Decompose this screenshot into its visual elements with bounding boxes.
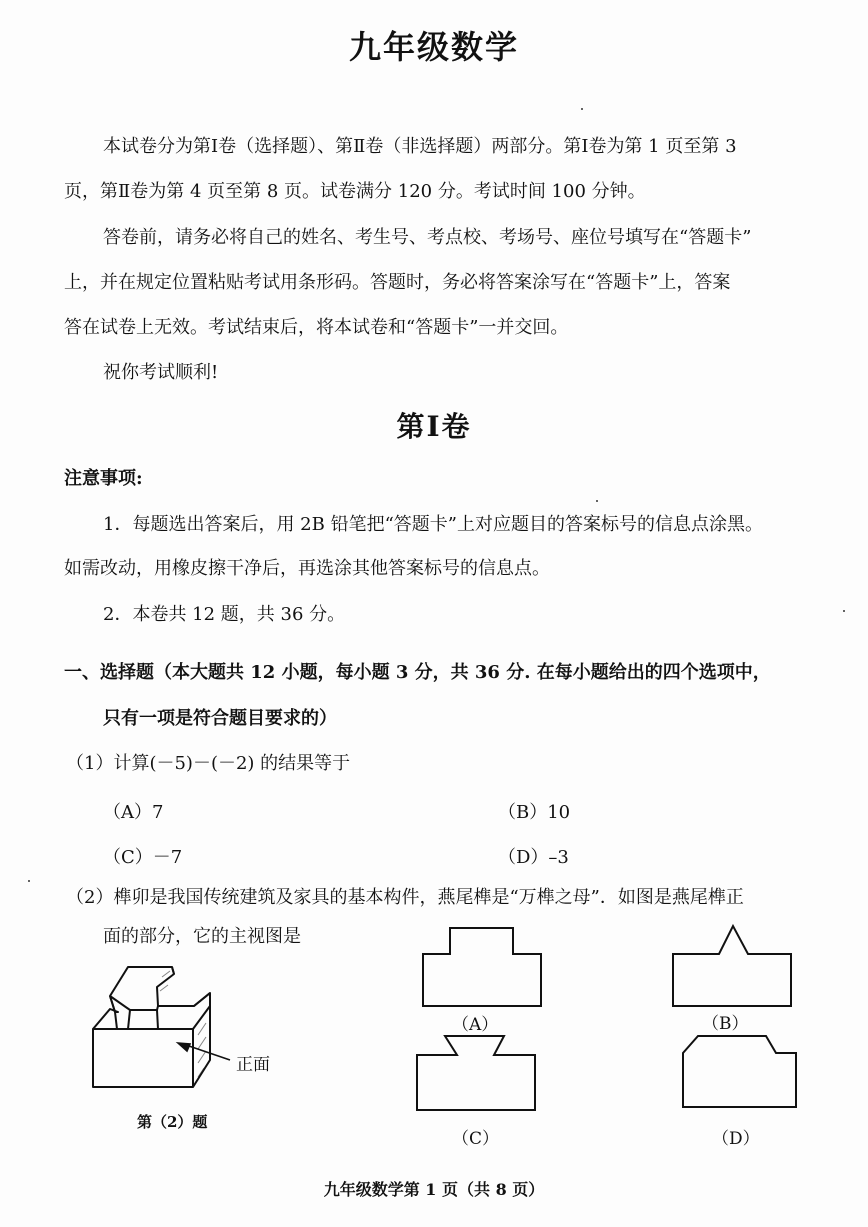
wish-text: 祝你考试顺利! [103, 362, 219, 383]
note-1-line-1: 1．每题选出答案后，用 2B 铅笔把“答题卡”上对应题目的答案标号的信息点涂黑。 [103, 514, 763, 535]
note-1-line-2: 如需改动，用橡皮擦干净后，再选涂其他答案标号的信息点。 [64, 558, 550, 579]
option-d-label: （D） [712, 1129, 760, 1149]
intro-paragraph-1-line-2: 页，第Ⅱ卷为第 4 页至第 8 页。试卷满分 120 分。考试时间 100 分钟。 [64, 181, 646, 202]
scan-speck [596, 500, 598, 502]
option-a-label: （A） [452, 1015, 499, 1035]
question-2-stem-line-1: （2）榫卯是我国传统建筑及家具的基本构件，燕尾榫是“万榫之母”．如图是燕尾榫正 [66, 887, 744, 908]
option-c-label: （C） [452, 1129, 500, 1149]
question-1-option-a: （A）7 [103, 802, 164, 823]
section-heading-line-1: 一、选择题（本大题共 12 小题，每小题 3 分，共 36 分. 在每小题给出的四个选项中， [64, 662, 771, 683]
intro-paragraph-2-line-3: 答在试卷上无效。考试结束后，将本试卷和“答题卡”一并交回。 [64, 317, 569, 338]
notes-heading: 注意事项: [64, 468, 143, 489]
intro-paragraph-2-line-1: 答卷前，请务必将自己的姓名、考生号、考点校、考场号、座位号填写在“答题卡” [103, 227, 752, 248]
option-d-figure [680, 1033, 805, 1113]
option-a-figure [420, 926, 545, 1010]
option-c-figure [414, 1033, 539, 1113]
question-1-option-b: （B）10 [498, 802, 571, 823]
page-title: 九年级数学 [348, 28, 519, 66]
question-1-option-c: （C）－7 [103, 847, 183, 868]
section-heading-line-2: 只有一项是符合题目要求的） [103, 708, 337, 729]
question-1-option-d: （D）–3 [498, 847, 569, 868]
intro-paragraph-1-line-1: 本试卷分为第Ⅰ卷（选择题）、第Ⅱ卷（非选择题）两部分。第Ⅰ卷为第 1 页至第 3 [103, 136, 737, 157]
front-face-label: 正面 [236, 1055, 270, 1075]
scan-speck [28, 880, 30, 882]
option-b-label: （B） [702, 1014, 749, 1034]
question-2-stem-line-2: 面的部分，它的主视图是 [103, 926, 301, 947]
intro-paragraph-2-line-2: 上，并在规定位置粘贴考试用条形码。答题时，务必将答案涂写在“答题卡”上，答案 [64, 272, 731, 293]
option-b-figure [670, 922, 795, 1008]
page-footer: 九年级数学第 1 页（共 8 页） [323, 1180, 545, 1199]
dovetail-3d-figure [90, 965, 240, 1100]
note-2: 2．本卷共 12 题，共 36 分。 [103, 604, 346, 625]
scan-speck [843, 610, 845, 612]
scan-speck [581, 108, 583, 110]
figure-caption: 第（2）题 [137, 1113, 208, 1131]
part-title: 第Ⅰ卷 [396, 410, 472, 443]
question-1-stem: （1）计算(－5)－(－2) 的结果等于 [66, 753, 351, 774]
